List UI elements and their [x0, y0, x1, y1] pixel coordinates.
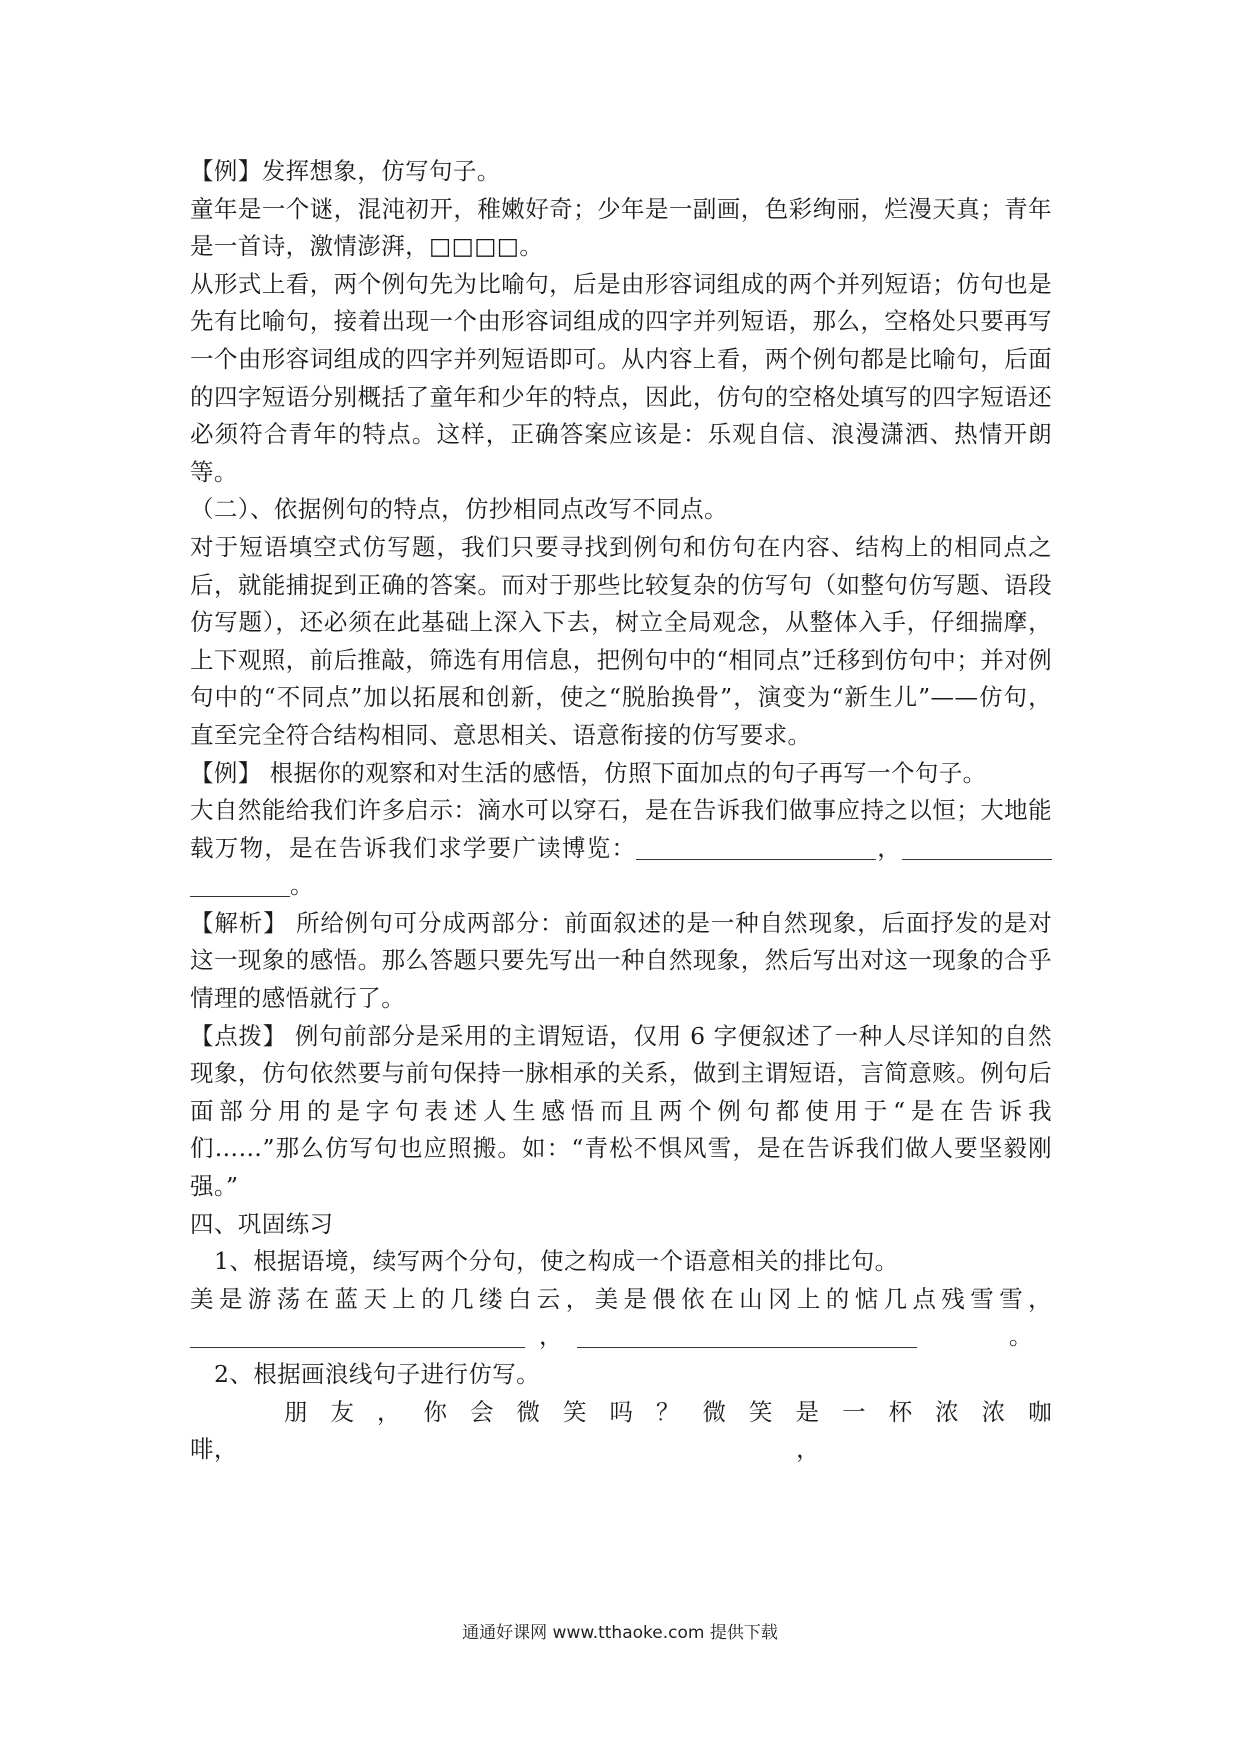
exercise-separator: ， [539, 1322, 563, 1351]
exercise-2-word: 啡， [190, 1435, 227, 1464]
analysis-paragraph: 从形式上看，两个例句先为比喻句，后是由形容词组成的两个并列短语；仿句也是先有比喻句，接着出现一个由形容词组成的四字并列短语，那么，空格处只要再写一个由形容词组成的四字并列短语即可。从内容上看，两个例句都是比喻句，后面的四字短语分别概括了童年和少年的特点，因此，仿句的空格处填写的四字短语还必须符合青年的特点。这样，正确答案应该是：乐观自信、浪漫潇洒、热情开朗等。 [190, 269, 1052, 486]
exercise-2-sentence: 朋友，你会微笑吗？微笑是一杯浓浓咖 [284, 1397, 1052, 1426]
exercise-1-blanks [190, 1318, 1052, 1356]
exercise-2-continued [190, 1431, 1052, 1469]
document-body [190, 153, 1052, 1469]
exercise-end: 。 [1008, 1322, 1033, 1351]
exercise-blank-2[interactable] [577, 1321, 917, 1348]
blank-separator: ， [876, 833, 903, 862]
example-question [190, 792, 1052, 905]
method-paragraph: 对于短语填空式仿写题，我们只要寻找到例句和仿句在内容、结构上的相同点之后，就能捕捉到正确的答案。而对于那些比较复杂的仿写句（如整句仿写题、语段仿写题），还必须在此基础上深入下去，树立全局观念，从整体入手，仔细揣摩，上下观照，前后推敲，筛选有用信息，把例句中的“相同点”迁移到仿句中；并对例句中的“不同点”加以拓展和创新，使之“脱胎换骨”，演变为“新生儿”——仿句，直至完全符合结构相同、意思相关、语意衔接的仿写要求。 [190, 532, 1052, 749]
section-heading-four: 四、巩固练习 [190, 1209, 334, 1238]
exercise-blank-1[interactable] [190, 1321, 525, 1348]
exercise-2-title: 2、根据画浪线句子进行仿写。 [214, 1360, 541, 1388]
footer-credit: 通通好课网 www.tthaoke.com 提供下载 [462, 1623, 778, 1643]
section-heading-two: （二）、依据例句的特点，仿抄相同点改写不同点。 [190, 495, 728, 524]
example-heading: 【例】发挥想象，仿写句子。 [190, 157, 501, 185]
exercise-2-comma: ， [796, 1435, 820, 1464]
answer-blank-2-cont[interactable] [190, 870, 290, 897]
example-sentence: 童年是一个谜，混沌初开，稚嫩好奇；少年是一副画，色彩绚丽，烂漫天真；青年是一首诗，激情澎湃，□□□□。 [190, 194, 1052, 261]
exercise-1-title: 1、根据语境，续写两个分句，使之构成一个语意相关的排比句。 [214, 1247, 899, 1276]
example-heading-2: 【例】 根据你的观察和对生活的感悟，仿照下面加点的句子再写一个句子。 [190, 758, 987, 787]
hint-paragraph-a: 【点拨】 例句前部分是采用的主谓短语，仅用 6 字便叙述了一种人尽详知的自然现象，仿句依然要与前句保持一脉相承的关系，做到主谓短语，言简意赅。例句后面部分用的是字句表述人生感悟而且两个例句都使用于“是在告诉我 [190, 1021, 1052, 1125]
answer-blank-2[interactable] [902, 833, 1052, 860]
example-question-text: 大自然能给我们许多启示：滴水可以穿石，是在告诉我们做事应持之以恒；大地能载万物，是在告诉我们求学要广读博览： [190, 796, 1052, 862]
hint-paragraph-b: 们……”那么仿写句也应照搬。如：“青松不惧风雪，是在告诉我们做人要坚毅刚强。” [190, 1134, 1052, 1201]
answer-blank-1[interactable] [636, 833, 876, 860]
explanation-paragraph: 【解析】 所给例句可分成两部分：前面叙述的是一种自然现象，后面抒发的是对这一现象的感悟。那么答题只要先写出一种自然现象，然后写出对这一现象的合乎情理的感悟就行了。 [190, 908, 1052, 1013]
blank-end: 。 [290, 871, 314, 900]
exercise-1-sentence: 美是游荡在蓝天上的几缕白云，美是偎依在山冈上的惦几点残雪雪， [190, 1284, 1052, 1313]
